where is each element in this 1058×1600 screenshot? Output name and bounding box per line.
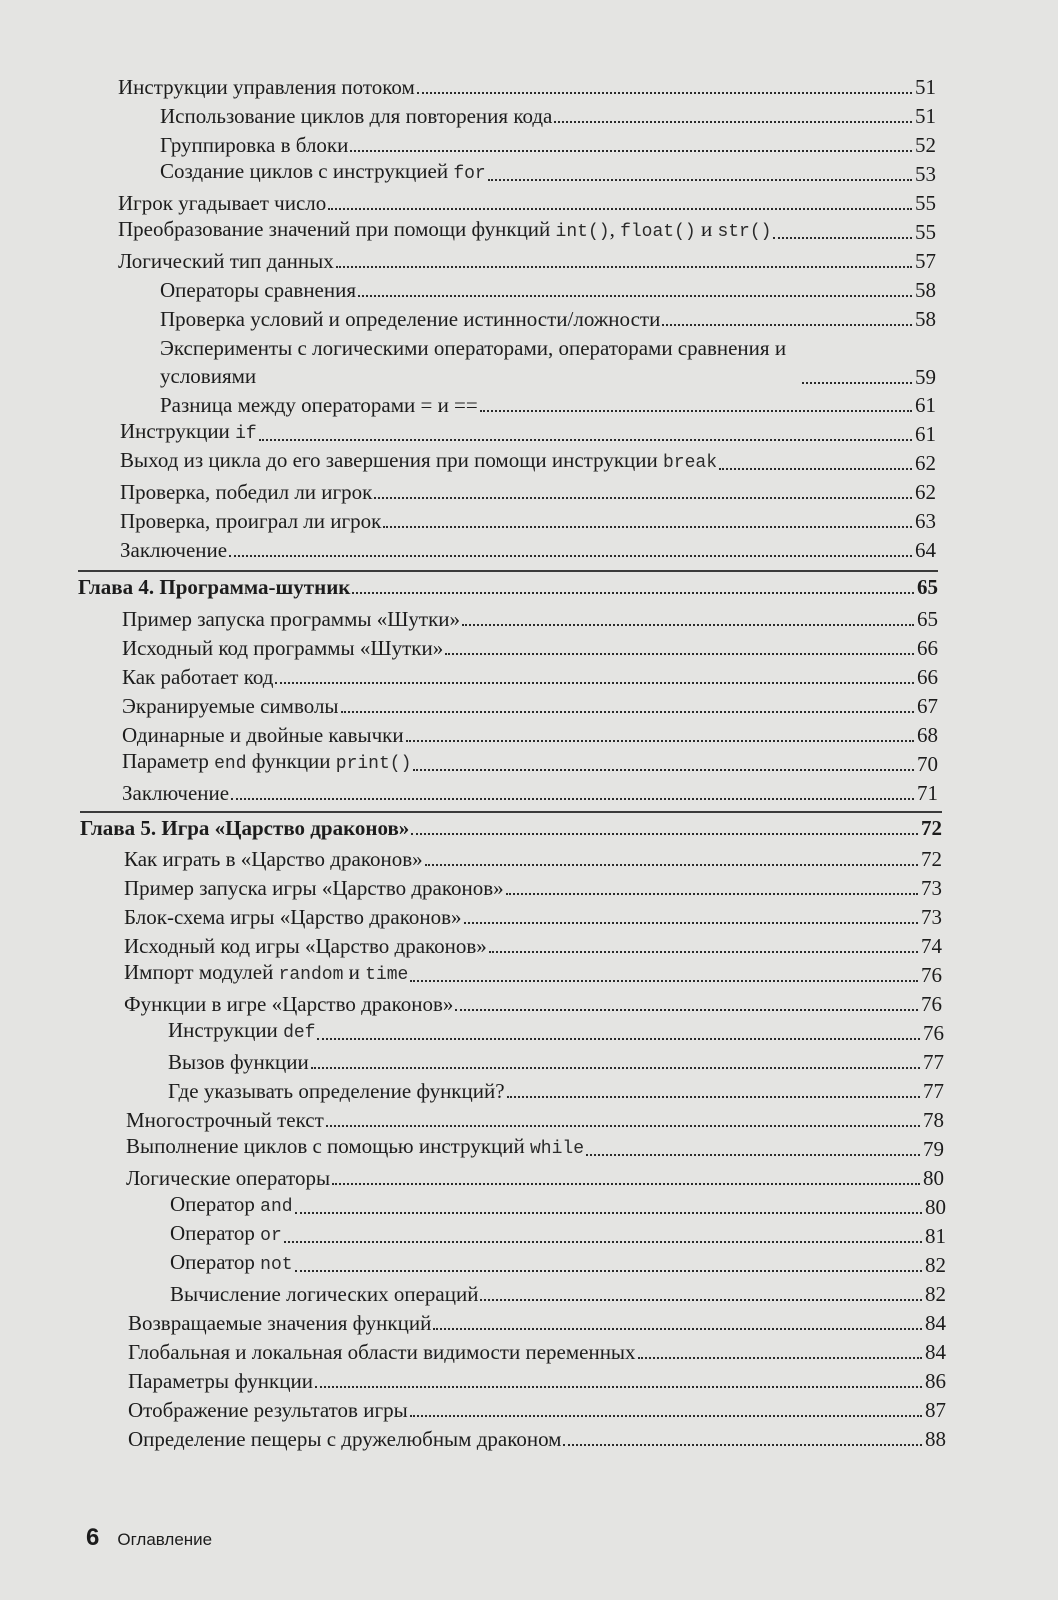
toc-entry-title: Преобразование значений при помощи функций int(), float() и str() bbox=[118, 217, 772, 242]
toc-entry-page: 81 bbox=[925, 1224, 946, 1248]
toc-entry-page: 55 bbox=[915, 220, 936, 244]
toc-entry-page: 58 bbox=[915, 307, 936, 331]
toc-entry bbox=[160, 132, 936, 158]
toc-entry-title: Оператор or bbox=[170, 1221, 282, 1246]
toc-entry bbox=[160, 306, 936, 332]
toc-entry-title: Группировка в блоки bbox=[160, 133, 349, 157]
toc-entry-page: 51 bbox=[915, 75, 936, 99]
toc-entry-page: 62 bbox=[915, 451, 936, 475]
toc-entry bbox=[118, 74, 936, 100]
toc-entry bbox=[122, 635, 938, 661]
toc-entry-title: Выполнение циклов с помощью инструкций while bbox=[126, 1134, 585, 1159]
toc-entry-page: 84 bbox=[925, 1340, 946, 1364]
toc-entry bbox=[124, 962, 942, 988]
toc-entry bbox=[170, 1281, 946, 1307]
toc-entry-page: 77 bbox=[923, 1050, 944, 1074]
toc-entry-title: Заключение bbox=[120, 538, 228, 562]
toc-entry-page: 73 bbox=[921, 876, 942, 900]
toc-entry-title: Импорт модулей random и time bbox=[124, 960, 409, 985]
toc-entry-title: Как играть в «Царство драконов» bbox=[124, 847, 423, 871]
toc-entry bbox=[126, 1107, 944, 1133]
toc-entry-page: 67 bbox=[917, 694, 938, 718]
toc-entry-title: Многострочный текст bbox=[126, 1108, 324, 1132]
toc-chapter-4 bbox=[78, 574, 938, 600]
toc-entry-title: Инструкции управления потоком bbox=[118, 75, 415, 99]
toc-entry bbox=[120, 508, 936, 534]
toc-entry bbox=[118, 219, 936, 245]
toc-entry bbox=[170, 1194, 946, 1220]
toc-entry-title: Выход из цикла до его завершения при помощи инструкции break bbox=[120, 448, 718, 473]
toc-entry bbox=[126, 1136, 944, 1162]
toc-entry-title: Где указывать определение функций? bbox=[168, 1079, 505, 1103]
page-number: 6 bbox=[86, 1524, 100, 1551]
toc-entry bbox=[128, 1310, 946, 1336]
toc-entry bbox=[122, 606, 938, 632]
toc-entry-title: Создание циклов с инструкцией for bbox=[160, 159, 486, 184]
toc-entry-page: 80 bbox=[925, 1195, 946, 1219]
toc-entry-title: Инструкции def bbox=[168, 1018, 316, 1043]
toc-entry bbox=[124, 904, 942, 930]
toc-entry-page: 61 bbox=[915, 422, 936, 446]
toc-entry-title: Проверка, проиграл ли игрок bbox=[120, 509, 382, 533]
toc-entry-page: 87 bbox=[925, 1398, 946, 1422]
toc-entry-page: 65 bbox=[917, 575, 938, 599]
toc-entry-title: Вызов функции bbox=[168, 1050, 309, 1074]
toc-entry-page: 52 bbox=[915, 133, 936, 157]
toc-entry-page: 84 bbox=[925, 1311, 946, 1335]
toc-entry-title: Игрок угадывает число bbox=[118, 191, 327, 215]
toc-entry-title: Определение пещеры с дружелюбным драконом bbox=[128, 1427, 562, 1451]
toc-entry bbox=[128, 1339, 946, 1365]
toc-entry bbox=[170, 1223, 946, 1249]
toc-entry bbox=[170, 1252, 946, 1278]
toc-entry bbox=[160, 392, 936, 418]
toc-entry-page: 88 bbox=[925, 1427, 946, 1451]
toc-entry-page: 73 bbox=[921, 905, 942, 929]
toc-entry-page: 78 bbox=[923, 1108, 944, 1132]
toc-entry-title: Заключение bbox=[122, 781, 230, 805]
toc-entry bbox=[120, 537, 936, 563]
toc-entry-page: 58 bbox=[915, 278, 936, 302]
running-footer-label: Оглавление bbox=[117, 1530, 213, 1549]
toc-entry-title: Параметры функции bbox=[128, 1369, 313, 1393]
toc-entry-page: 71 bbox=[917, 781, 938, 805]
toc-entry-title: Проверка условий и определение истинности/ложности bbox=[160, 307, 661, 331]
toc-entry-title: Использование циклов для повторения кода bbox=[160, 104, 553, 128]
toc-entry bbox=[122, 693, 938, 719]
toc-entry-page: 86 bbox=[925, 1369, 946, 1393]
toc-entry-page: 53 bbox=[915, 162, 936, 186]
toc-entry-title: Функции в игре «Царство драконов» bbox=[124, 992, 454, 1016]
toc-entry-title: Одинарные и двойные кавычки bbox=[122, 723, 404, 747]
toc-entry-title: Проверка, победил ли игрок bbox=[120, 480, 373, 504]
toc-entry-title: Эксперименты с логическими операторами, операторами сравнения и условиями bbox=[160, 336, 787, 388]
toc-entry-title: Отображение результатов игры bbox=[128, 1398, 408, 1422]
toc-chapter-5 bbox=[80, 815, 942, 841]
toc-entry-page: 66 bbox=[917, 665, 938, 689]
toc-entry-page: 79 bbox=[923, 1137, 944, 1161]
toc-entry bbox=[120, 421, 936, 447]
toc-entry bbox=[160, 277, 936, 303]
toc-entry-title: Глава 4. Программа-шутник bbox=[78, 575, 351, 599]
toc-entry bbox=[120, 450, 936, 476]
toc-entry bbox=[160, 103, 936, 129]
toc-entry-title: Глобальная и локальная области видимости переменных bbox=[128, 1340, 636, 1364]
toc-entry-page: 80 bbox=[923, 1166, 944, 1190]
toc-entry bbox=[168, 1078, 944, 1104]
toc-entry-page: 57 bbox=[915, 249, 936, 273]
toc-entry-title: Параметр end функции print() bbox=[122, 749, 412, 774]
toc-entry bbox=[124, 991, 942, 1017]
toc-entry-title: Как работает код bbox=[122, 665, 274, 689]
toc-entry-page: 63 bbox=[915, 509, 936, 533]
toc-entry-page: 77 bbox=[923, 1079, 944, 1103]
toc-entry-page: 62 bbox=[915, 480, 936, 504]
toc-entry bbox=[124, 846, 942, 872]
toc-entry-title: Исходный код игры «Царство драконов» bbox=[124, 934, 487, 958]
toc-entry-page: 74 bbox=[921, 934, 942, 958]
toc-entry-title: Операторы сравнения bbox=[160, 278, 357, 302]
toc-entry bbox=[124, 875, 942, 901]
toc-entry-title: Глава 5. Игра «Царство драконов» bbox=[80, 816, 410, 840]
toc-entry bbox=[124, 933, 942, 959]
toc-entry-page: 72 bbox=[921, 847, 942, 871]
toc-entry-title: Оператор not bbox=[170, 1250, 293, 1275]
toc-entry-page: 65 bbox=[917, 607, 938, 631]
toc-entry bbox=[122, 722, 938, 748]
toc-entry-page: 76 bbox=[921, 963, 942, 987]
toc-entry-title: Логический тип данных bbox=[118, 249, 334, 273]
toc-entry bbox=[118, 190, 936, 216]
toc-entry-page: 76 bbox=[921, 992, 942, 1016]
toc-entry-page: 82 bbox=[925, 1282, 946, 1306]
toc-entry bbox=[168, 1049, 944, 1075]
toc-entry-title: Вычисление логических операций bbox=[170, 1282, 479, 1306]
toc-entry-title: Экранируемые символы bbox=[122, 694, 339, 718]
section-rule bbox=[80, 811, 942, 813]
toc-entry bbox=[168, 1020, 944, 1046]
page-footer bbox=[86, 1524, 212, 1552]
toc-entry-title: Блок-схема игры «Царство драконов» bbox=[124, 905, 462, 929]
toc-entry-page: 64 bbox=[915, 538, 936, 562]
toc-entry bbox=[128, 1368, 946, 1394]
toc-entry bbox=[160, 334, 936, 390]
toc-entry bbox=[126, 1165, 944, 1191]
section-rule bbox=[78, 570, 938, 572]
toc-entry-page: 70 bbox=[917, 752, 938, 776]
toc-entry-page: 59 bbox=[915, 365, 936, 389]
toc-entry bbox=[122, 751, 938, 777]
toc-entry-title: Пример запуска игры «Царство драконов» bbox=[124, 876, 504, 900]
toc-entry-title: Пример запуска программы «Шутки» bbox=[122, 607, 461, 631]
toc-entry bbox=[118, 248, 936, 274]
toc-entry-page: 55 bbox=[915, 191, 936, 215]
toc-entry-title: Оператор and bbox=[170, 1192, 293, 1217]
toc-entry bbox=[160, 161, 936, 187]
toc-entry-page: 68 bbox=[917, 723, 938, 747]
toc-entry-page: 66 bbox=[917, 636, 938, 660]
toc-entry bbox=[122, 780, 938, 806]
toc-entry-title: Исходный код программы «Шутки» bbox=[122, 636, 444, 660]
toc-entry-title: Инструкции if bbox=[120, 419, 257, 444]
toc-entry-title: Возвращаемые значения функций bbox=[128, 1311, 432, 1335]
toc-entry-page: 82 bbox=[925, 1253, 946, 1277]
toc-entry-page: 76 bbox=[923, 1021, 944, 1045]
toc-entry bbox=[128, 1426, 946, 1452]
toc-entry-page: 72 bbox=[921, 816, 942, 840]
toc-entry-title: Разница между операторами = и == bbox=[160, 393, 478, 417]
toc-entry-page: 61 bbox=[915, 393, 936, 417]
toc-entry-page: 51 bbox=[915, 104, 936, 128]
toc-entry-title: Логические операторы bbox=[126, 1166, 331, 1190]
toc-entry bbox=[120, 479, 936, 505]
toc-entry bbox=[122, 664, 938, 690]
toc-entry bbox=[128, 1397, 946, 1423]
